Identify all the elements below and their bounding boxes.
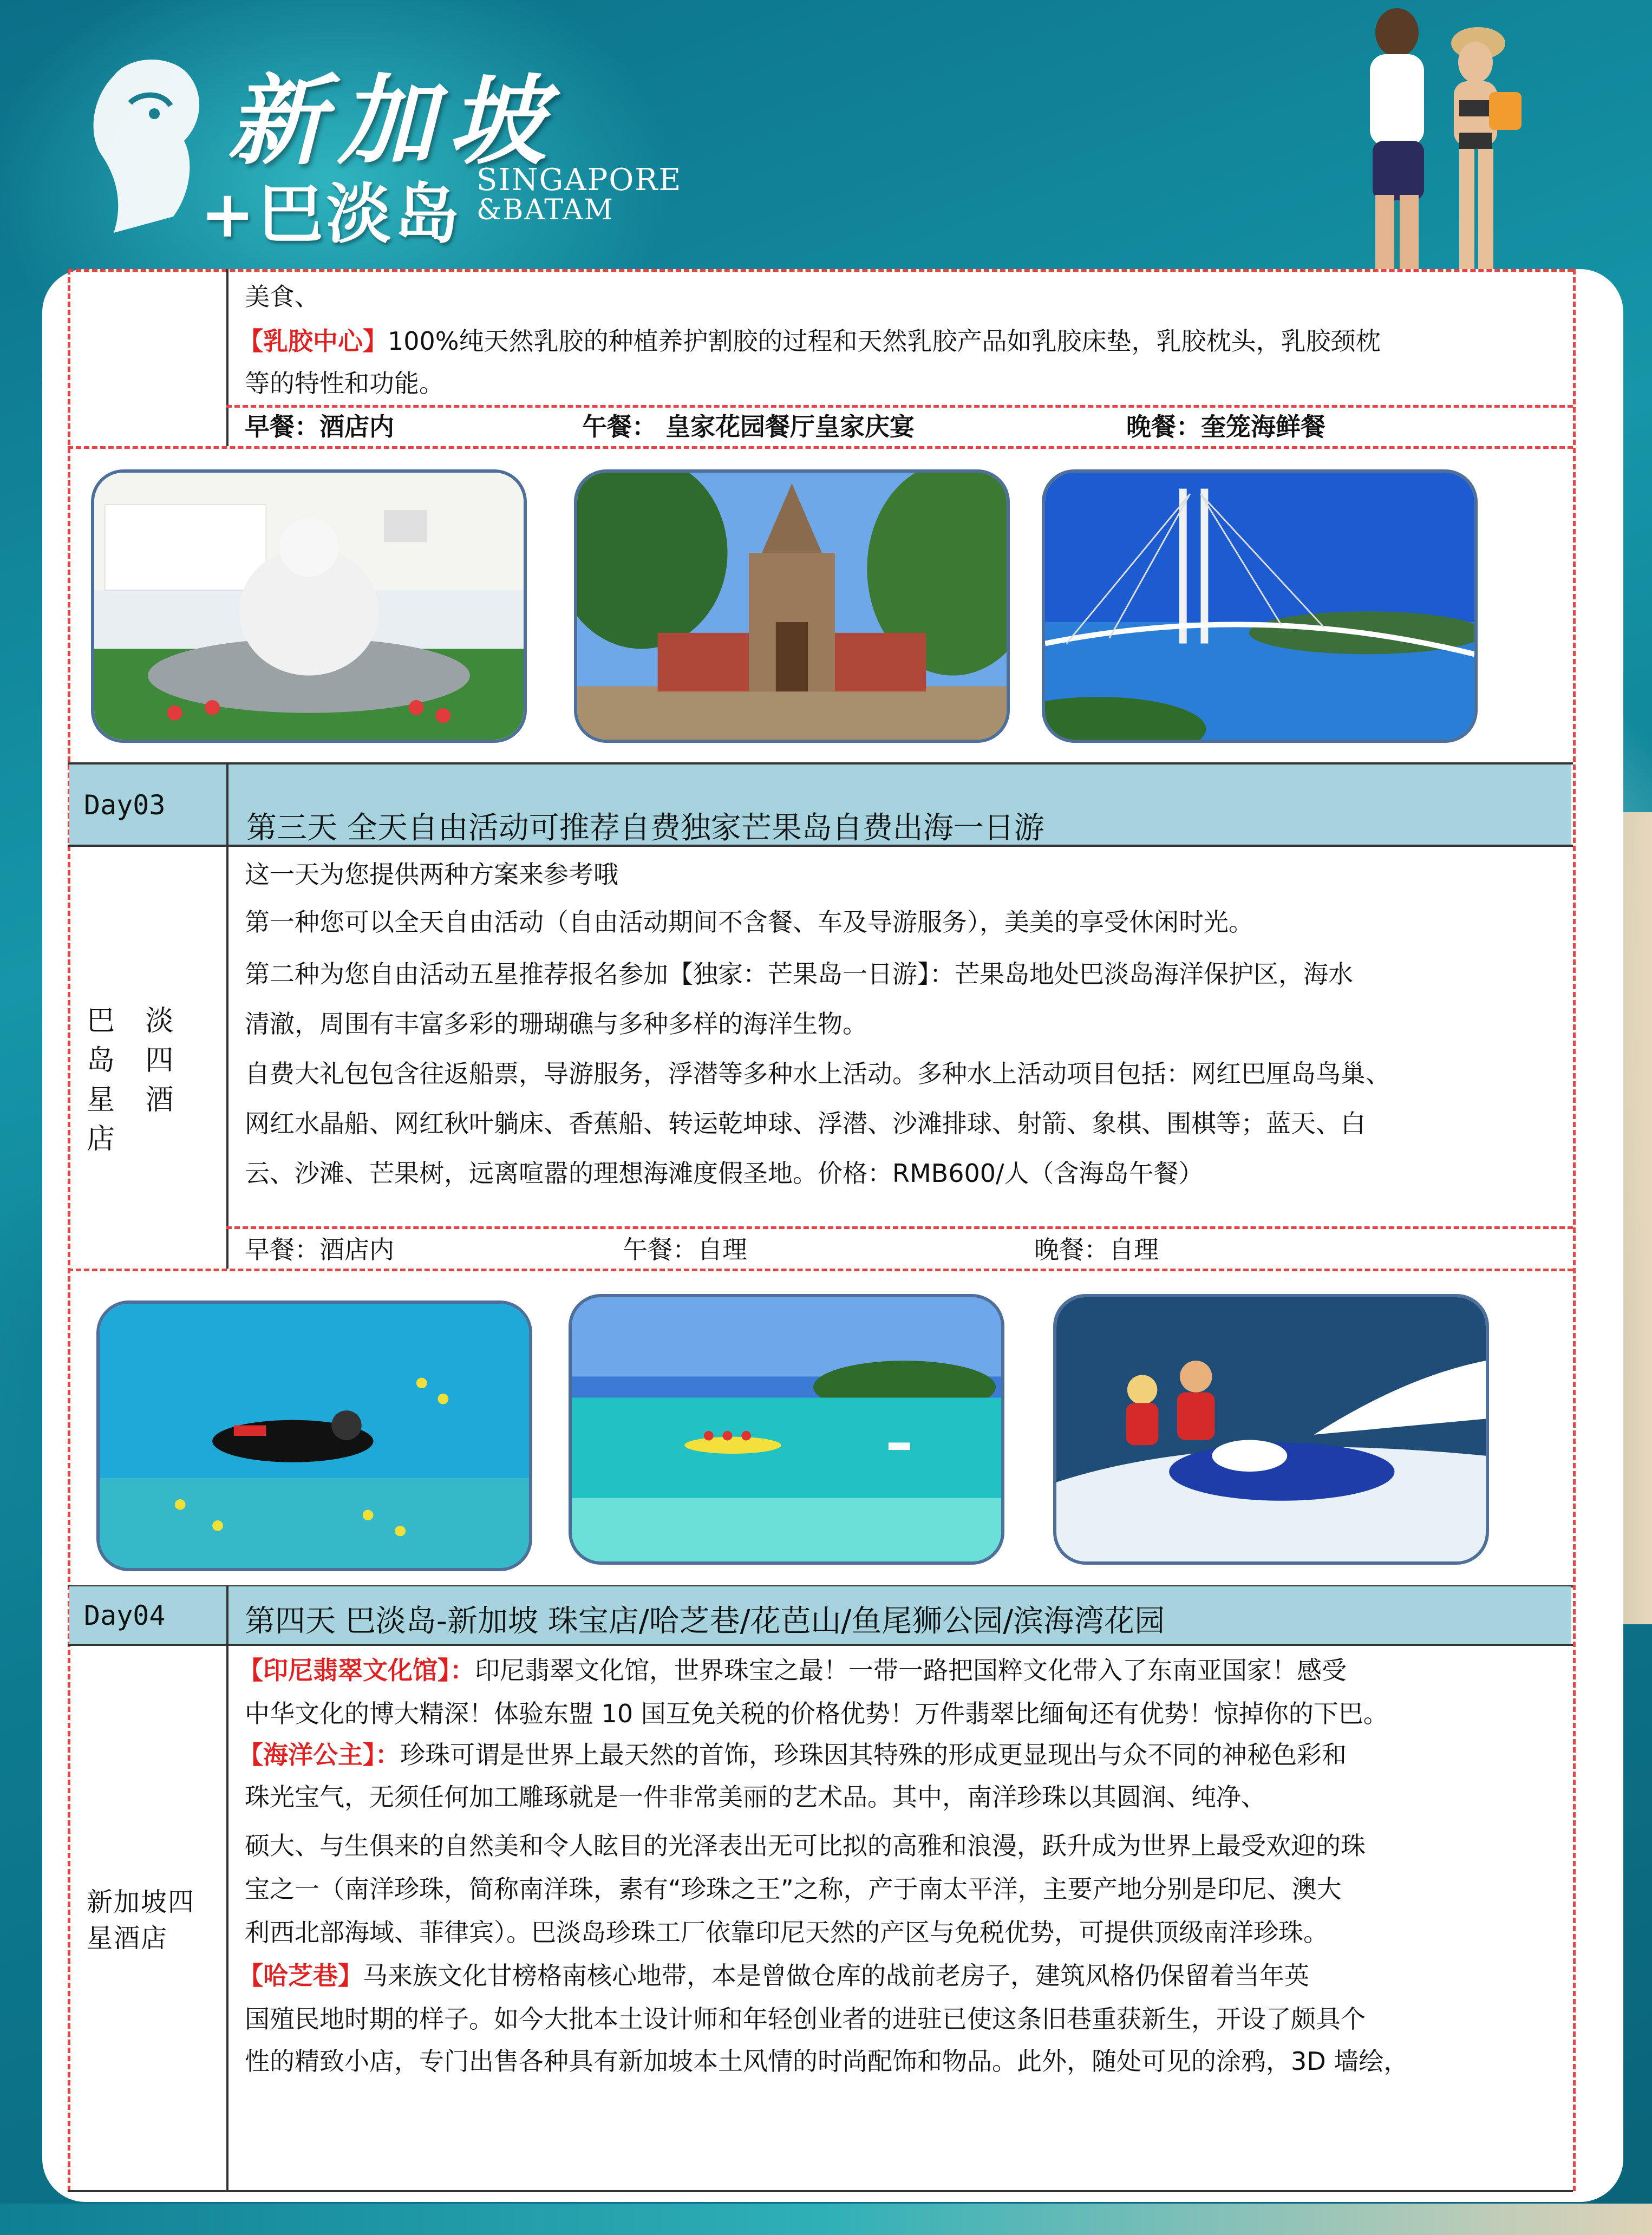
day03-label: Day03 (84, 789, 166, 821)
bottom-sea-strip (0, 2204, 1652, 2235)
photo-row2-top (68, 1269, 1573, 1271)
day03-line: 第一种您可以全天自由活动（自由活动期间不含餐、车及导游服务），美美的享受休闲时光。 (245, 907, 1253, 937)
day03-dinner: 晚餐：自理 (1034, 1235, 1159, 1264)
day04-line: 利西北部海域、菲律宾）。巴淡岛珍珠工厂依靠印尼天然的产区与免税优势，可提供顶级南洋珍珠。 (245, 1918, 1328, 1947)
day02-lunch: 午餐： 皇家花园餐厅皇家庆宴 (582, 412, 915, 441)
header-banner (0, 0, 1652, 282)
photo-row1-top (68, 446, 1573, 449)
day03-line: 这一天为您提供两种方案来参考哦 (245, 860, 618, 889)
col-divider-day4 (226, 1585, 228, 2190)
photo-cable-bridge (1042, 469, 1478, 743)
day03-lunch: 午餐：自理 (623, 1235, 747, 1264)
day04-line: 【海洋公主】：珍珠可谓是世界上最天然的首饰，珍珠因其特殊的形成更显现出与众不同的神秘色彩和 (238, 1740, 1347, 1769)
day02-item1 (238, 326, 1381, 356)
latex-center-tag: 【乳胶中心】 (238, 326, 388, 356)
merlion-logo (81, 54, 206, 233)
day03-line: 第二种为您自由活动五星推荐报名参加【独家：芒果岛一日游】：芒果岛地处巴淡岛海洋保护区，海水 (245, 959, 1353, 989)
day04-hotel: 新加坡四星酒店 (87, 1887, 195, 1954)
day03-line: 清澈，周围有丰富多彩的珊瑚礁与多种多样的海洋生物。 (245, 1009, 867, 1038)
day04-line: 性的精致小店，专门出售各种具有新加坡本土风情的时尚配饰和物品。此外，随处可见的涂鸦，3D 墙绘， (245, 2047, 1409, 2076)
day03-line: 自费大礼包包含往返船票，导游服务，浮潜等多种水上活动。多种水上活动项目包括：网红巴厘岛鸟巢、 (245, 1059, 1390, 1088)
photo-banana-boat (569, 1294, 1004, 1565)
day03-breakfast: 早餐：酒店内 (245, 1235, 394, 1264)
col-divider-day3 (226, 762, 228, 1269)
title-cn: 新加坡 (227, 64, 559, 178)
meal-separator-day3 (226, 1226, 1573, 1229)
day04-line: 宝之一（南洋珍珠，简称南洋珠，素有“珍珠之王”之称，产于南太平洋，主要产地分别是印尼、澳大 (245, 1874, 1342, 1904)
day04-label: Day04 (84, 1600, 166, 1631)
day02-line: 美食、 (245, 282, 319, 311)
couple-photo (1337, 0, 1543, 282)
day04-line: 硕大、与生俱来的自然美和令人眩目的光泽表出无可比拟的高雅和浪漫，跃升成为世界上最受欢迎的珠 (245, 1831, 1366, 1860)
day04-line: 国殖民地时期的样子。如今大批本土设计师和年轻创业者的进驻已使这条旧巷重获新生，开设了颇具个 (245, 2004, 1366, 2034)
day04-line: 【印尼翡翠文化馆】：印尼翡翠文化馆，世界珠宝之最！一带一路把国粹文化带入了东南亚国家！感受 (238, 1656, 1347, 1685)
day04-row-bottom (68, 1644, 1573, 1646)
photo-temple-gate (574, 469, 1010, 743)
jade-museum-tag: 【印尼翡翠文化馆】： (238, 1656, 475, 1685)
day03-hotel: 巴 淡 岛 四 星 酒 店 (87, 1005, 185, 1156)
title-en-line1: SINGAPORE (476, 162, 682, 198)
table-left-border (68, 269, 70, 2191)
haji-lane-tag: 【哈芝巷】 (238, 1961, 363, 1990)
latex-center-text: 100%纯天然乳胶的种植养护割胶的过程和天然乳胶产品如乳胶床垫，乳胶枕头，乳胶颈枕 (388, 326, 1381, 356)
meal-separator-day2 (226, 405, 1573, 408)
day03-row-top (68, 762, 1573, 764)
ocean-princess-tag: 【海洋公主】： (238, 1740, 400, 1769)
table-bottom-border (68, 2190, 1573, 2192)
photo-scuba-diver (96, 1301, 532, 1571)
day03-title: 第三天 全天自由活动可推荐自费独家芒果岛自费出海一日游 (246, 811, 1044, 846)
day02-item1-cont: 等的特性和功能。 (245, 369, 444, 398)
day04-line: 珠光宝气，无须任何加工雕琢就是一件非常美丽的艺术品。其中，南洋珍珠以其圆润、纯净、 (245, 1782, 1266, 1812)
day03-line: 云、沙滩、芒果树，远离喧嚣的理想海滩度假圣地。价格：RMB600/人（含海岛午餐） (245, 1159, 1204, 1188)
col-divider-day2 (226, 269, 228, 446)
table-right-border (1573, 269, 1576, 2191)
photo-jet-ski (1053, 1294, 1489, 1565)
table-top-border (68, 269, 1573, 272)
photo-buddha-statue (91, 469, 527, 743)
day04-title: 第四天 巴淡岛-新加坡 珠宝店/哈芝巷/花芭山/鱼尾狮公园/滨海湾花园 (245, 1604, 1165, 1639)
day04-line: 【哈芝巷】马来族文化甘榜格南核心地带，本是曾做仓库的战前老房子，建筑风格仍保留着当年英 (238, 1961, 1309, 1990)
day04-line: 中华文化的博大精深！体验东盟 10 国互免关税的价格优势！万件翡翠比缅甸还有优势！惊掉你的下巴。 (245, 1699, 1388, 1728)
day03-line: 网红水晶船、网红秋叶躺床、香蕉船、转运乾坤球、浮潜、沙滩排球、射箭、象棋、围棋等；蓝天、白 (245, 1109, 1366, 1138)
title-en-line2: &BATAM (476, 194, 614, 226)
subtitle-cn: +巴淡岛 (200, 176, 463, 252)
day02-dinner: 晚餐：奎笼海鲜餐 (1126, 412, 1325, 441)
day02-breakfast: 早餐：酒店内 (245, 412, 394, 441)
